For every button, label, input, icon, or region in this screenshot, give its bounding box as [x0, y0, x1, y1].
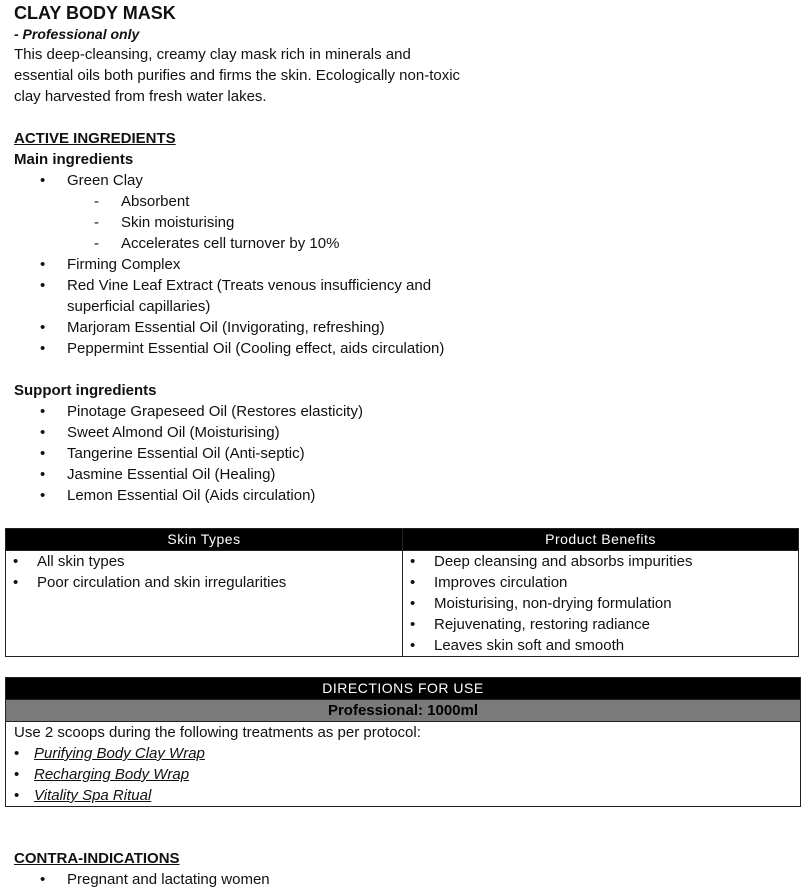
benefits-list [403, 551, 798, 656]
list-item: • Tangerine Essential Oil (Anti-septic) [40, 443, 800, 464]
contra-indications-list [14, 869, 800, 890]
description-line: clay harvested from fresh water lakes. [14, 88, 267, 105]
support-ingredients-list [14, 401, 800, 506]
list-item: - Accelerates cell turnover by 10% [94, 233, 800, 254]
product-sheet [14, 0, 800, 506]
list-item [14, 764, 800, 785]
directions-header: DIRECTIONS FOR USE [6, 678, 800, 699]
product-benefits-header: Product Benefits [403, 529, 799, 551]
treatment-link[interactable]: Vitality Spa Ritual [34, 787, 152, 804]
list-item [40, 275, 800, 317]
skin-types-benefits-table [5, 528, 799, 657]
description-line: This deep-cleansing, creamy clay mask rich in minerals and [14, 46, 411, 63]
list-item: • Lemon Essential Oil (Aids circulation) [40, 485, 800, 506]
treatment-link[interactable]: Purifying Body Clay Wrap [34, 745, 205, 762]
ingredient-label: Green Clay [67, 172, 143, 189]
list-item: • Improves circulation [403, 572, 798, 593]
list-item: • Poor circulation and skin irregularities [6, 572, 402, 593]
contra-indications-heading: CONTRA-INDICATIONS [14, 850, 180, 867]
treatments-list [14, 743, 800, 806]
directions-box [5, 677, 801, 807]
directions-body [6, 722, 800, 806]
list-item: • Leaves skin soft and smooth [403, 635, 798, 656]
list-item: • All skin types [6, 551, 402, 572]
treatment-link[interactable]: Recharging Body Wrap [34, 766, 190, 783]
list-item: • Firming Complex [40, 254, 800, 275]
main-ingredients-list [14, 170, 800, 359]
skin-types-list [6, 551, 402, 593]
ingredient-label-cont: superficial capillaries) [67, 298, 211, 315]
list-item: • Peppermint Essential Oil (Cooling effect, aids circulation) [40, 338, 800, 359]
list-item: • Marjoram Essential Oil (Invigorating, refreshing) [40, 317, 800, 338]
list-item: • Rejuvenating, restoring radiance [403, 614, 798, 635]
support-ingredients-heading: Support ingredients [14, 382, 157, 399]
active-ingredients-heading: ACTIVE INGREDIENTS [14, 130, 176, 147]
product-benefits-cell [403, 551, 799, 657]
ingredient-label: Red Vine Leaf Extract (Treats venous insufficiency and [67, 277, 432, 294]
directions-intro: Use 2 scoops during the following treatments as per protocol: [14, 724, 421, 741]
contra-indications-section [14, 848, 800, 890]
list-item: • Deep cleansing and absorbs impurities [403, 551, 798, 572]
skin-types-cell [6, 551, 403, 657]
list-item [40, 170, 800, 254]
main-ingredients-heading: Main ingredients [14, 151, 134, 168]
list-item: • Jasmine Essential Oil (Healing) [40, 464, 800, 485]
list-item: - Skin moisturising [94, 212, 800, 233]
description-line: essential oils both purifies and firms the skin. Ecologically non-toxic [14, 67, 461, 84]
list-item: • Pinotage Grapeseed Oil (Restores elasticity) [40, 401, 800, 422]
skin-types-header: Skin Types [6, 529, 403, 551]
product-subtitle: - Professional only [14, 26, 140, 42]
product-description [14, 44, 494, 107]
directions-subheader: Professional: 1000ml [6, 699, 800, 722]
list-item: • Sweet Almond Oil (Moisturising) [40, 422, 800, 443]
list-item: • Moisturising, non-drying formulation [403, 593, 798, 614]
list-item: • Pregnant and lactating women [40, 869, 800, 890]
product-title: CLAY BODY MASK [14, 3, 176, 23]
green-clay-properties [67, 191, 800, 254]
list-item [14, 785, 800, 806]
list-item: - Absorbent [94, 191, 800, 212]
list-item [14, 743, 800, 764]
